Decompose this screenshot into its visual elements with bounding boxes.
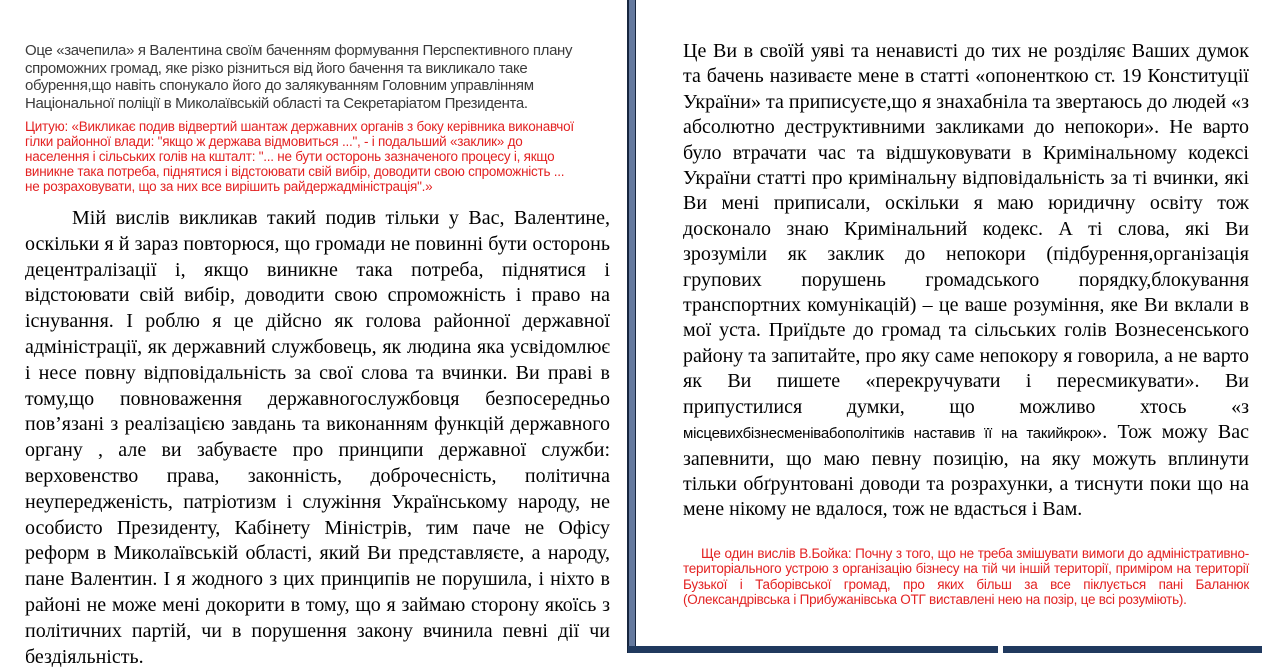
quoted-passage-red: Цитую: «Викликає подив відвертий шантаж державних органів з боку керівника виконавчої гілки районної влади: "якщо ж держава відмовиться ...", - і подальший «заклик» до населення і сільських голів на кшталт: "... не бути осторонь зазначеного процесу і, якщо виникне така потреба, піднятися і відстоювати свій вибір, доводити свою спроможність ... не розраховувати, що за них все вирішить райдержадміністрація".» (25, 119, 574, 194)
bottom-border-bar-right (1003, 646, 1262, 653)
left-column (25, 0, 610, 668)
right-body-segment-2: ». Тож можу Вас запевнити, що маю певну позицію, на яку можуть вплинути тільки обґрунтовані доводи та розрахунки, а тиснути поки що на мене нікому не вдалося, тож не вдасться і Вам. (683, 421, 1249, 521)
right-body-paragraph (683, 39, 1249, 523)
right-body-segment-1: Це Ви в своїй уяві та ненависті до тих не розділяє Ваших думок та бачень називаєте мене в статті «опоненткою ст. 19 Конституції України» та приписуєте,що я знахабніла та звертаюсь до людей «з абсолютно деструктивними закликами до непокори». Не варто було втрачати час та відшуковувати в Кримінальному кодексі України статті про кримінальну відповідальність за ті вчинки, які Ви мені приписали, оскільки я маю юридичну освіту тож досконало знаю Кримінальний кодекс. А ті слова, які Ви зрозуміли як заклик до непокори (підбурення,організація групових порушень громадського порядку,блокування транспортних комунікацій) – це ваше розуміння, яке Ви вклали в мої уста. Приїдьте до громад та сільських голів Вознесенського району та запитайте, про яку саме непокору я говорила, а не варто як Ви пишете «перекручувати і пересмикувати». Ви припустилися думки, що можливо хтось «з (683, 40, 1249, 418)
bottom-border-bar-left (628, 646, 998, 653)
right-column (683, 0, 1249, 653)
intro-paragraph: Оце «зачепила» я Валентина своїм баченням формування Перспективного плану спроможних громад, яке різко різниться від його бачення та викликало таке обурення,що навіть спонукало його до залякуванням Головним управлінням Національної поліції в Миколаївській області та Секретаріатом Президента. (25, 42, 573, 112)
column-divider-bar (627, 0, 636, 653)
red-note-paragraph: Ще один вислів В.Бойка: Почну з того, що не треба змішувати вимоги до адміністративно-територіального устрою з організацію бізнесу на тій чи іншій території, приміром на території Бузької і Таборівської громад, про яких більш за все піклується пані Баланюк (Олександрівська і Прибужанівська ОТГ виставлені нею на позір, це всі розуміють). (683, 545, 1249, 607)
left-body-paragraph: Мій вислів викликав такий подив тільки у Вас, Валентине, оскільки я й зараз повторюся, що громади не повинні бути осторонь децентралізації і, якщо виникне така потреба, піднятися і відстоювати свій вибір, доводити свою спроможність і право на існування. І роблю я це дійсно як голова районної державної адміністрації, як державний службовець, як людина яка усвідомлює і несе повну відповідальність за свої слова та вчинки. Ви праві в тому,що повноваження державногослужбовця безпосередньо пов’язані з реалізацією завдань та виконанням функцій державного органу , але ви забуваєте про принципи державної служби: верховенство права, законність, доброчесність, політична неупередженість, патріотизм і служіння Українському народу, не особисто Президенту, Кабінету Міністрів, тим паче не Офісу реформ в Миколаївській області, який Ви представляєте, а народу, пане Валентин. І я жодного з цих принципів не порушила, і ніхто в районі не може мені докорити в тому, що я займаю сторону якоїсь з політичних партій, чи в порушення закону вчинила певні дії чи бездіяльність. (25, 207, 610, 668)
right-body-inline-sans: місцевихбізнесменівабополітиків наставив її на такийкрок (683, 425, 1093, 443)
